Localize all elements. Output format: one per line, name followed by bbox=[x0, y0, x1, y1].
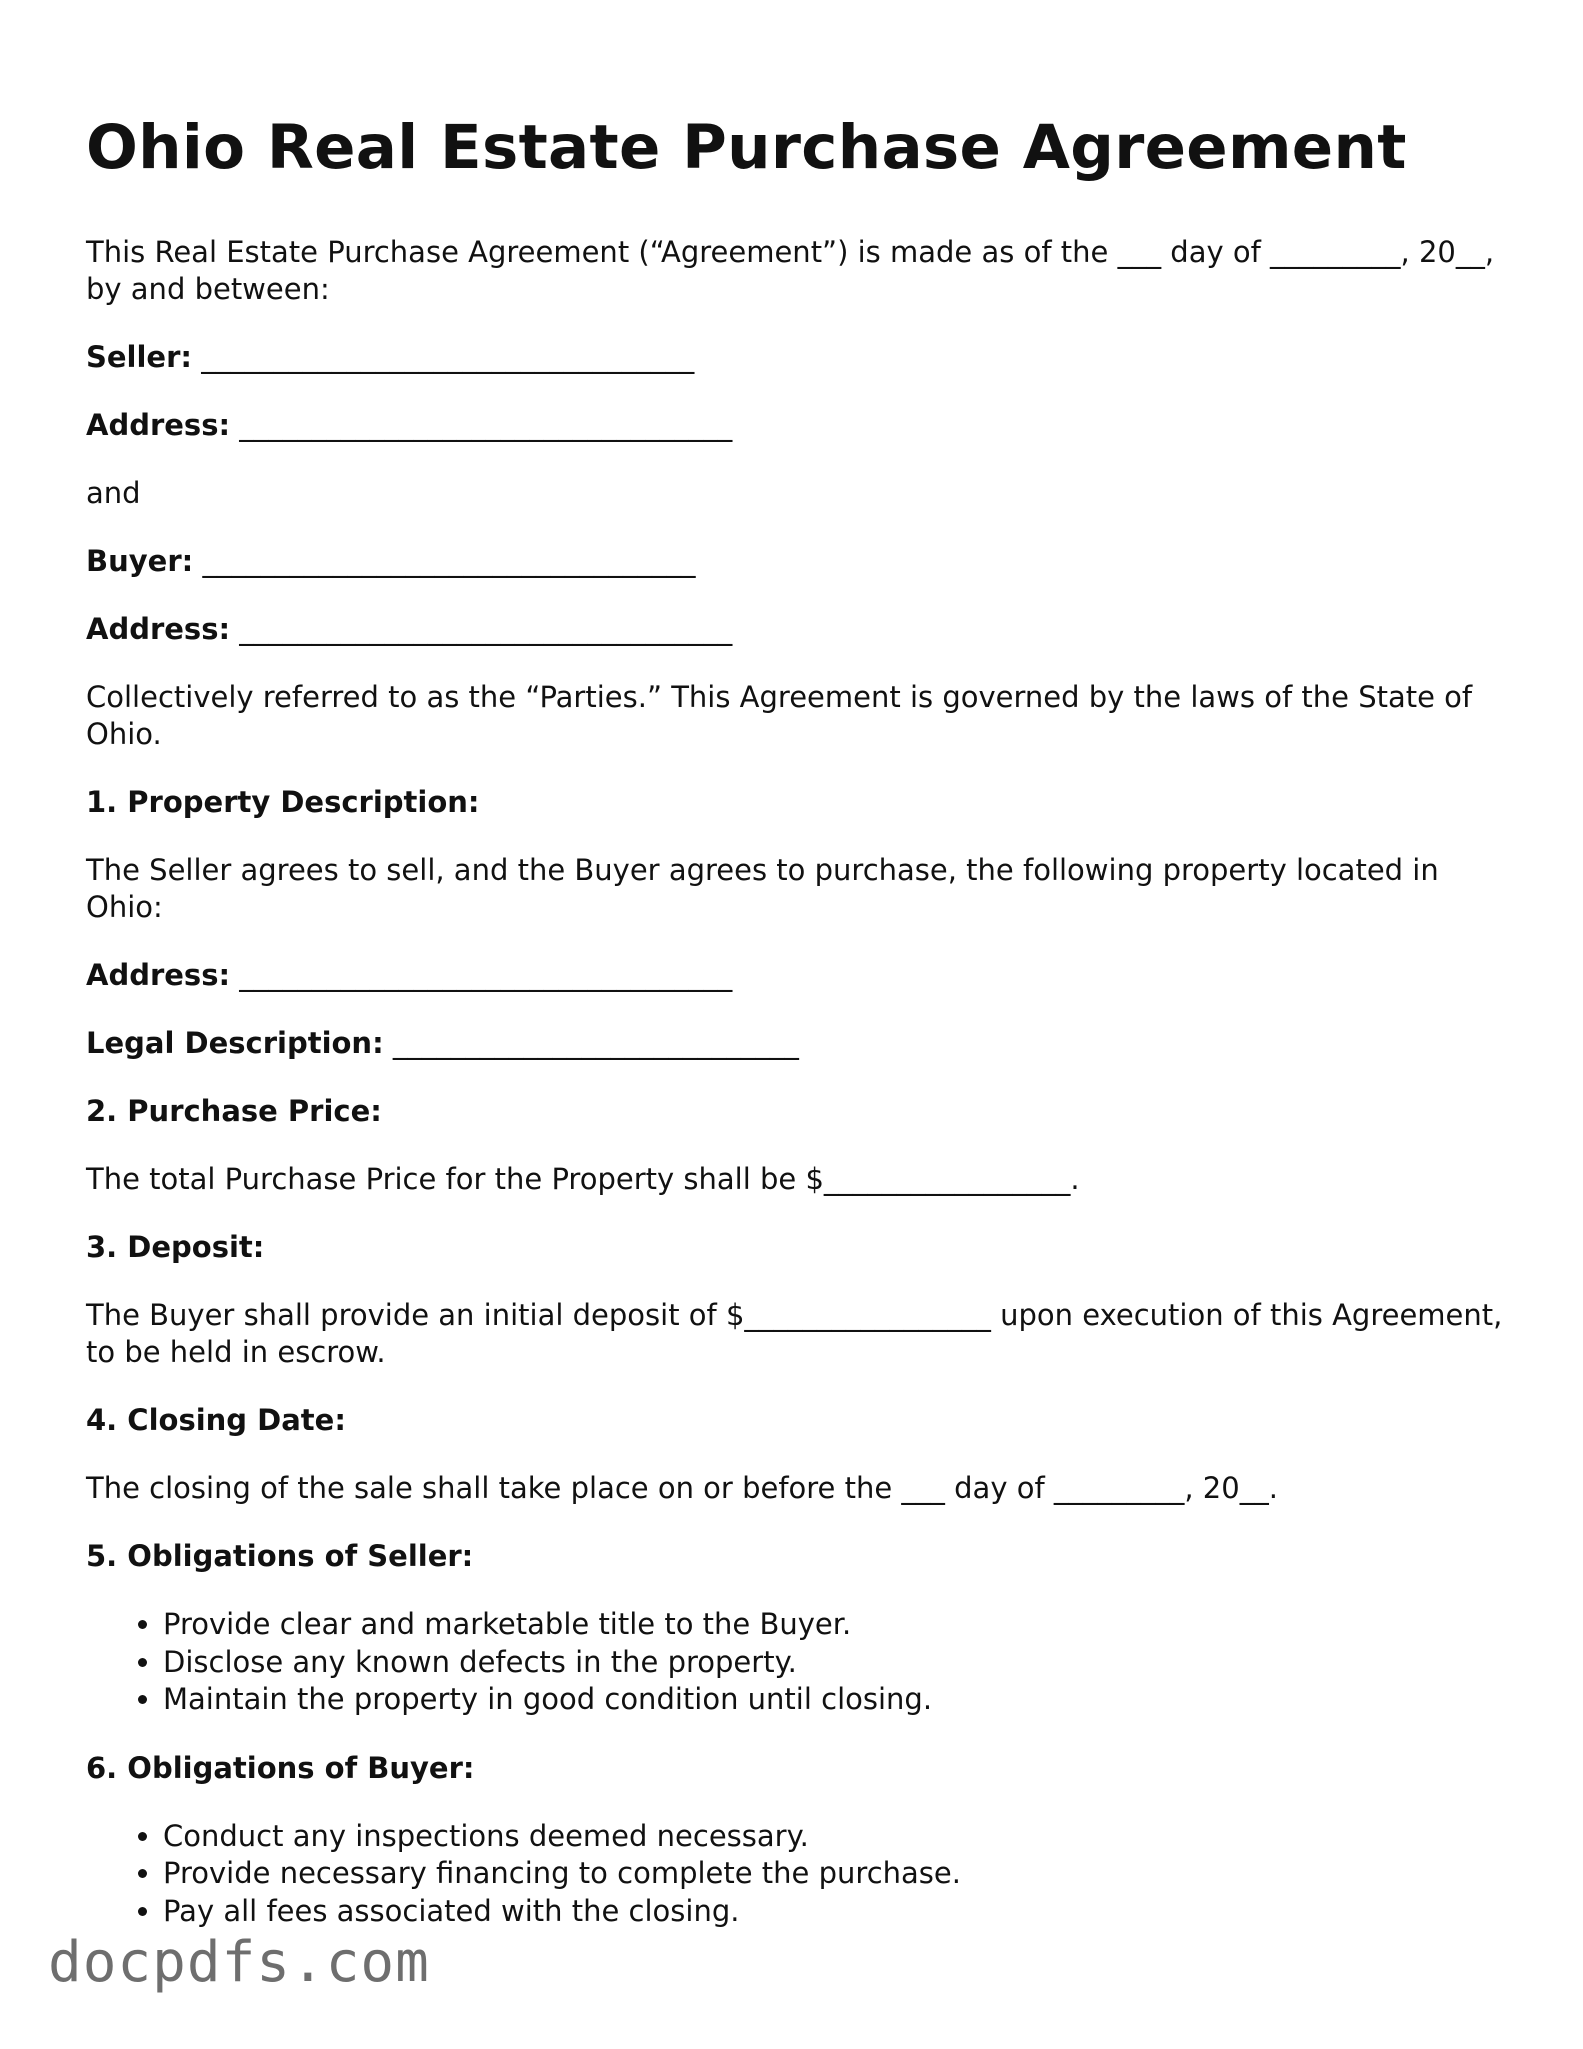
section-closing-text: The closing of the sale shall take place on or before the ___ day of _________, 20__. bbox=[86, 1471, 1278, 1505]
and-text: and bbox=[86, 476, 141, 510]
section-price-heading: 2. Purchase Price: bbox=[86, 1094, 382, 1128]
buyer-address-label: Address: bbox=[86, 612, 231, 646]
section-property-heading: 1. Property Description: bbox=[86, 785, 480, 819]
section-property-text: The Seller agrees to sell, and the Buyer agrees to purchase, the following property located in Ohio: bbox=[86, 853, 1439, 924]
section-closing-heading: 4. Closing Date: bbox=[86, 1403, 346, 1437]
seller-address-label: Address: bbox=[86, 408, 231, 442]
seller-address-blank: __________________________________ bbox=[239, 408, 733, 442]
document-title: Ohio Real Estate Purchase Agreement bbox=[86, 112, 1407, 183]
watermark-text: docpdfs.com bbox=[48, 1930, 430, 1995]
legal-description-blank: ____________________________ bbox=[392, 1026, 799, 1060]
seller-address-field bbox=[86, 407, 1506, 444]
list-item: • Provide necessary financing to complete the purchase. bbox=[163, 1855, 1506, 1893]
buyer-label: Buyer: bbox=[86, 544, 194, 578]
collective-paragraph: Collectively referred to as the “Parties.” This Agreement is governed by the laws of the State of Ohio. bbox=[86, 680, 1473, 751]
buyer-obligations-list bbox=[86, 1818, 1506, 1931]
section-deposit-text: The Buyer shall provide an initial deposit of $_________________ upon execution of this Agreement, to be held in escrow. bbox=[86, 1298, 1503, 1369]
property-address-label: Address: bbox=[86, 958, 231, 992]
seller-obligations-list bbox=[86, 1606, 1506, 1719]
buyer-address-blank: __________________________________ bbox=[239, 612, 733, 646]
seller-field bbox=[86, 339, 1506, 376]
buyer-blank: __________________________________ bbox=[202, 544, 696, 578]
buyer-field bbox=[86, 543, 1506, 580]
list-item: • Maintain the property in good condition until closing. bbox=[163, 1681, 1506, 1719]
legal-description-label: Legal Description: bbox=[86, 1026, 384, 1060]
section-seller-obligations-heading: 5. Obligations of Seller: bbox=[86, 1539, 474, 1573]
property-address-blank: __________________________________ bbox=[239, 958, 733, 992]
list-item: • Disclose any known defects in the property. bbox=[163, 1644, 1506, 1682]
legal-description-field bbox=[86, 1025, 1506, 1062]
seller-label: Seller: bbox=[86, 340, 193, 374]
section-buyer-obligations-heading: 6. Obligations of Buyer: bbox=[86, 1750, 475, 1785]
list-item: • Pay all fees associated with the closing. bbox=[163, 1893, 1506, 1931]
intro-paragraph: This Real Estate Purchase Agreement (“Agreement”) is made as of the ___ day of _________, 20__, by and between: bbox=[86, 235, 1495, 306]
property-address-field bbox=[86, 957, 1506, 994]
section-price-text: The total Purchase Price for the Property shall be $_________________. bbox=[86, 1162, 1080, 1196]
seller-blank: __________________________________ bbox=[201, 340, 695, 374]
buyer-address-field bbox=[86, 611, 1506, 648]
list-item: • Provide clear and marketable title to the Buyer. bbox=[163, 1606, 1506, 1644]
document-page bbox=[86, 108, 1506, 1961]
list-item: • Conduct any inspections deemed necessary. bbox=[163, 1818, 1506, 1856]
section-deposit-heading: 3. Deposit: bbox=[86, 1230, 265, 1264]
